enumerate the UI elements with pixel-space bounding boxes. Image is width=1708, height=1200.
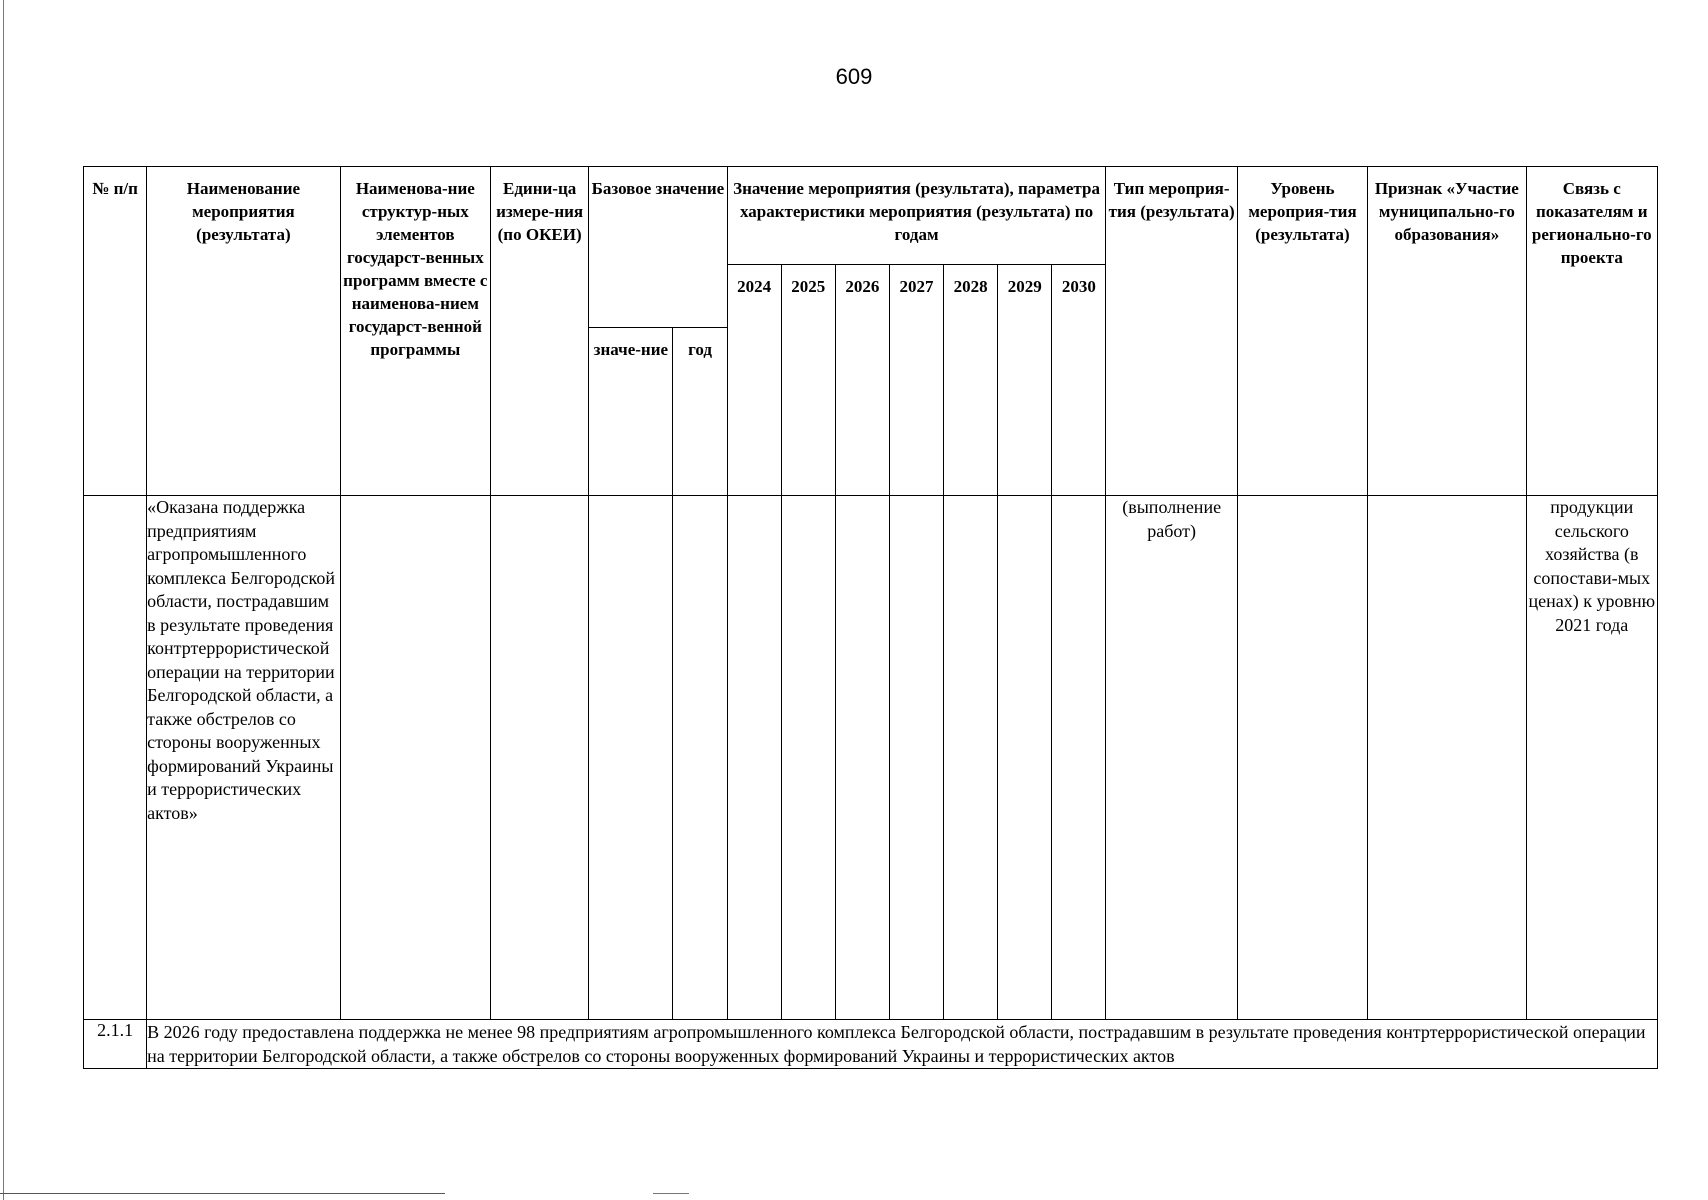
cell-link: продукции сельского хозяйства (в сопостави-мых ценах) к уровню 2021 года <box>1526 496 1657 1020</box>
cell-base-value <box>589 496 673 1020</box>
cell-base-year <box>673 496 727 1020</box>
cell-event-type: (выполнение работ) <box>1106 496 1237 1020</box>
header-type: Тип мероприя-тия (результата) <box>1106 167 1237 496</box>
page-edge-line <box>3 0 4 1200</box>
cell-event-name: «Оказана поддержка предприятиям агропромышленного комплекса Белгородской области, пострадавшим в результате проведения контртеррористической операции на территории Белгородской области, а также обстрелов со стороны вооруженных формирований Украины и террористических актов» <box>147 496 340 1020</box>
header-values: Значение мероприятия (результата), параметра характеристики мероприятия (результата) по годам <box>727 167 1106 265</box>
cell-2024 <box>727 496 781 1020</box>
cell-event-level <box>1237 496 1367 1020</box>
cell-feature <box>1368 496 1526 1020</box>
cell-struct <box>340 496 490 1020</box>
header-level: Уровень мероприя-тия (результата) <box>1237 167 1367 496</box>
header-unit: Едини-ца измере-ния (по ОКЕИ) <box>491 167 589 496</box>
header-year-2025: 2025 <box>781 265 835 496</box>
header-row-1 <box>84 167 1658 265</box>
scan-artifact-line <box>653 1193 689 1194</box>
header-name: Наименование мероприятия (результата) <box>147 167 340 496</box>
table-row-main <box>84 496 1658 1020</box>
header-year-2026: 2026 <box>835 265 889 496</box>
scan-artifact-line <box>0 1193 445 1194</box>
header-year-2030: 2030 <box>1052 265 1106 496</box>
cell-2025 <box>781 496 835 1020</box>
header-base-value: значе-ние <box>589 328 673 496</box>
events-table <box>83 166 1658 1069</box>
header-year-2028: 2028 <box>944 265 998 496</box>
header-year-2024: 2024 <box>727 265 781 496</box>
header-base: Базовое значение <box>589 167 727 328</box>
cell-unit <box>491 496 589 1020</box>
header-link: Связь с показателям и регионально-го проекта <box>1526 167 1657 496</box>
page-number: 609 <box>835 64 873 89</box>
table-row-2-1-1 <box>84 1020 1658 1069</box>
cell-2028 <box>944 496 998 1020</box>
cell-2029 <box>998 496 1052 1020</box>
cell-2026 <box>835 496 889 1020</box>
header-struct: Наименова-ние структур-ных элементов государст-венных программ вместе с наименова-нием государст-венной программы <box>340 167 490 496</box>
header-feature: Признак «Участие муниципально-го образования» <box>1368 167 1526 496</box>
header-base-year: год <box>673 328 727 496</box>
header-year-2029: 2029 <box>998 265 1052 496</box>
header-year-2027: 2027 <box>889 265 943 496</box>
cell-row-description: В 2026 году предоставлена поддержка не менее 98 предприятиям агропромышленного комплекса Белгородской области, пострадавшим в результате проведения контртеррористической операции на территории Белгородской области, а также обстрелов со стороны вооруженных формирований Украины и террористических актов <box>147 1020 1658 1069</box>
cell-2030 <box>1052 496 1106 1020</box>
cell-num <box>84 496 147 1020</box>
header-num: № п/п <box>84 167 147 496</box>
cell-2027 <box>889 496 943 1020</box>
cell-row-number: 2.1.1 <box>84 1020 147 1069</box>
